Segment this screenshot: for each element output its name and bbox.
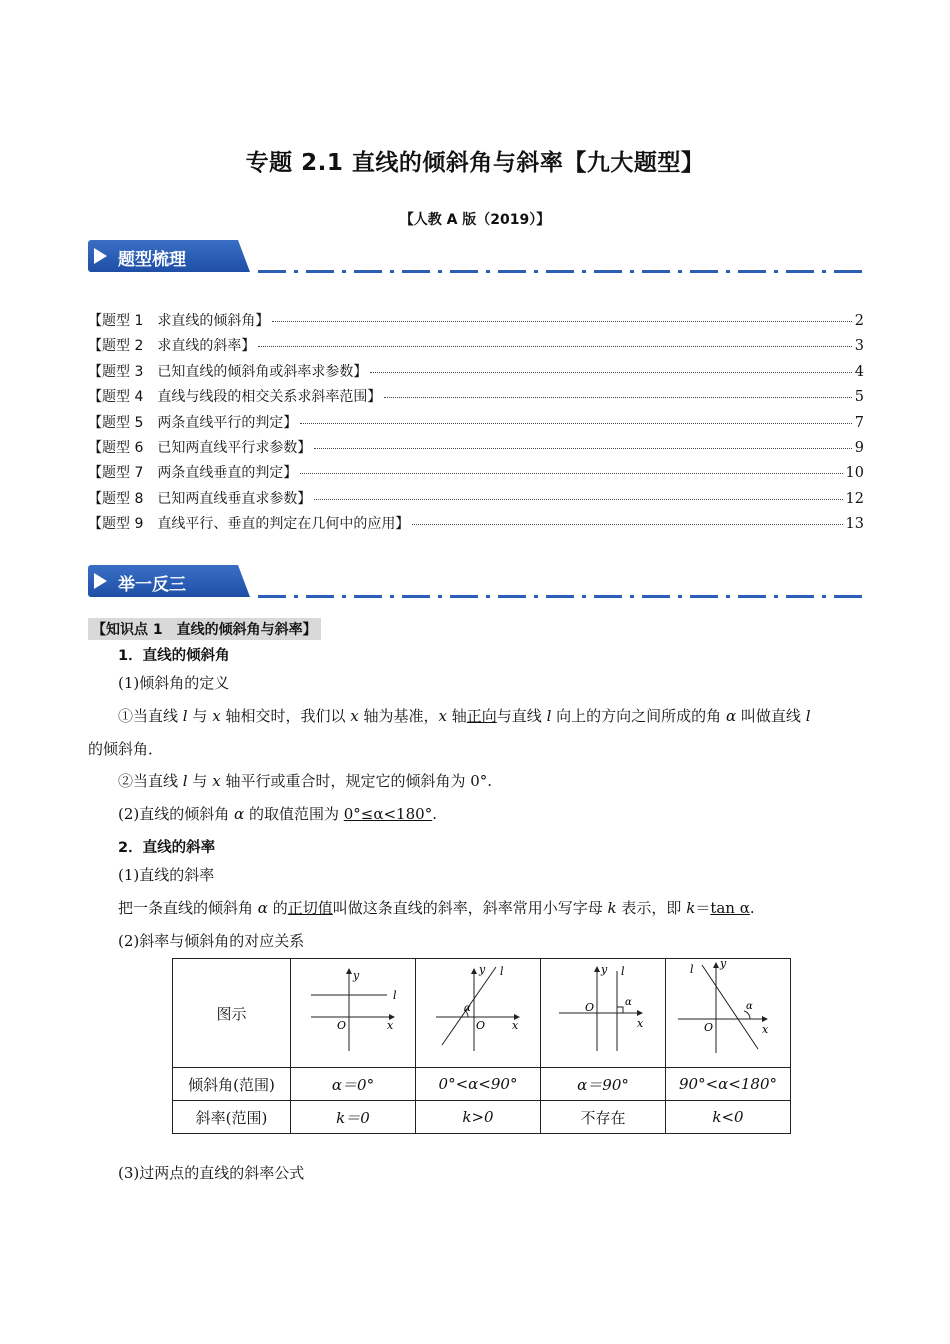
- banner-label: 举一反三: [118, 575, 186, 595]
- figure-horizontal: [291, 959, 416, 1068]
- toc-item[interactable]: 【题型 5 两条直线平行的判定】 7: [88, 414, 864, 431]
- svg-text:y: y: [479, 963, 486, 976]
- svg-text:O: O: [704, 1021, 714, 1034]
- svg-text:α: α: [625, 997, 632, 1008]
- knowledge-point-label: 【知识点 1 直线的倾斜角与斜率】: [88, 618, 321, 640]
- svg-text:l: l: [690, 963, 694, 976]
- table-cell: 不存在: [541, 1101, 666, 1134]
- svg-text:α: α: [746, 1001, 753, 1012]
- table-cell: 0°<α<90°: [416, 1068, 541, 1101]
- table-cell: k>0: [416, 1101, 541, 1134]
- svg-text:l: l: [621, 965, 625, 978]
- figure-obtuse: [666, 959, 791, 1068]
- dash-divider: [258, 595, 864, 598]
- svg-text:x: x: [637, 1017, 644, 1030]
- toc-item[interactable]: 【题型 2 求直线的斜率】 3: [88, 338, 864, 355]
- table-of-contents: [88, 310, 864, 539]
- page-subtitle: 【人教 A 版（2019）】: [399, 212, 551, 228]
- section-banner-toc: [88, 240, 864, 276]
- subsection-heading: (1)直线的斜率: [118, 866, 215, 884]
- toc-item[interactable]: 【题型 4 直线与线段的相交关系求斜率范围】 5: [88, 389, 864, 406]
- table-cell: α＝0°: [291, 1068, 416, 1101]
- svg-text:O: O: [585, 1001, 595, 1014]
- svg-text:x: x: [387, 1019, 394, 1032]
- range-text: (2)直线的倾斜角 α 的取值范围为 0°≤α<180°.: [118, 805, 437, 823]
- table-head-slope: 斜率(范围): [173, 1101, 291, 1134]
- banner-label: 题型梳理: [118, 250, 186, 270]
- table-cell: k＝0: [291, 1101, 416, 1134]
- toc-item[interactable]: 【题型 8 已知两直线垂直求参数】 12: [88, 490, 864, 507]
- subsection-heading: (3)过两点的直线的斜率公式: [118, 1164, 305, 1182]
- table-head-figure: 图示: [173, 959, 291, 1068]
- svg-text:y: y: [720, 959, 727, 970]
- slope-angle-table: [172, 958, 791, 1134]
- svg-text:O: O: [476, 1019, 486, 1032]
- play-arrow-icon: [94, 573, 107, 589]
- toc-item[interactable]: 【题型 3 已知直线的倾斜角或斜率求参数】 4: [88, 363, 864, 380]
- table-head-angle: 倾斜角(范围): [173, 1068, 291, 1101]
- subsection-heading: (2)斜率与倾斜角的对应关系: [118, 932, 305, 950]
- figure-acute: [416, 959, 541, 1068]
- toc-item[interactable]: 【题型 6 已知两直线平行求参数】 9: [88, 439, 864, 456]
- svg-text:x: x: [512, 1019, 519, 1032]
- toc-item[interactable]: 【题型 7 两条直线垂直的判定】 10: [88, 465, 864, 482]
- svg-text:x: x: [762, 1023, 769, 1036]
- table-cell: k<0: [666, 1101, 791, 1134]
- dash-divider: [258, 270, 864, 273]
- definition-text-2: ②当直线 l 与 x 轴平行或重合时，规定它的倾斜角为 0°.: [118, 772, 493, 790]
- toc-item[interactable]: 【题型 9 直线平行、垂直的判定在几何中的应用】 13: [88, 516, 864, 533]
- figure-vertical: [541, 959, 666, 1068]
- toc-item[interactable]: 【题型 1 求直线的倾斜角】 2: [88, 313, 864, 329]
- page-title: 专题 2.1 直线的倾斜角与斜率【九大题型】: [245, 150, 705, 176]
- slope-definition: 把一条直线的倾斜角 α 的正切值叫做这条直线的斜率，斜率常用小写字母 k 表示，即 k＝tan α.: [118, 899, 755, 917]
- svg-text:O: O: [337, 1019, 347, 1032]
- subsection-heading: (1)倾斜角的定义: [118, 674, 230, 692]
- section-heading: 2．直线的斜率: [118, 840, 216, 856]
- section-heading: 1．直线的倾斜角: [118, 648, 230, 664]
- play-arrow-icon: [94, 248, 107, 264]
- svg-text:l: l: [500, 965, 504, 978]
- table-cell: 90°<α<180°: [666, 1068, 791, 1101]
- svg-text:α: α: [464, 1003, 471, 1014]
- svg-text:l: l: [393, 989, 397, 1002]
- definition-text-cont: 的倾斜角．: [88, 740, 164, 758]
- definition-text: ①当直线 l 与 x 轴相交时，我们以 x 轴为基准，x 轴正向与直线 l 向上的方向之间所成的角 α 叫做直线 l: [118, 707, 811, 725]
- svg-text:y: y: [601, 963, 608, 976]
- svg-text:y: y: [353, 969, 360, 982]
- section-banner-examples: [88, 565, 864, 601]
- table-cell: α＝90°: [541, 1068, 666, 1101]
